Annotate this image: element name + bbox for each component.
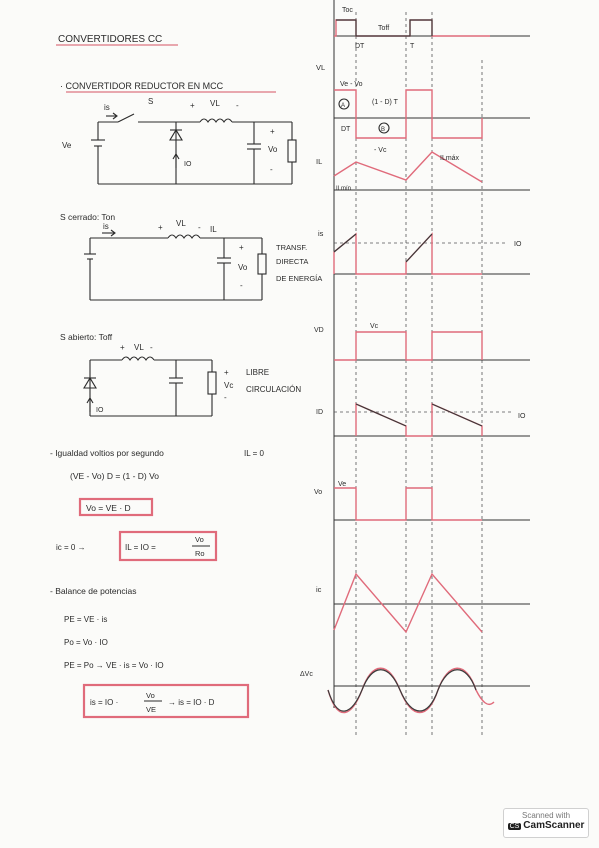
label-minus-closed: - — [198, 223, 201, 232]
wave-label-toff: Toff — [378, 25, 390, 32]
wave-label-id: ID — [316, 409, 323, 416]
wave-label-minus-vc: - Vc — [374, 147, 387, 154]
area-b-label: B — [381, 127, 386, 133]
fraction-numerator-vo: Vo — [195, 535, 204, 544]
label-plus-vo-closed: + — [239, 243, 244, 252]
label-ve: Ve — [62, 141, 72, 150]
camscanner-logo-icon: CS — [509, 823, 520, 830]
equation-pe-po: PE = Po → VE · is = Vo · IO — [64, 661, 164, 670]
label-plus-vc-open: + — [224, 368, 229, 377]
wave-label-ic: ic — [316, 585, 322, 594]
equation-po: Po = Vo · IO — [64, 638, 108, 647]
label-plus-out: + — [270, 127, 275, 136]
label-is: is — [104, 103, 110, 112]
section-buck-converter: · CONVERTIDOR REDUCTOR EN MCC — [60, 81, 224, 91]
wave-label-vl: VL — [316, 63, 326, 72]
label-vl-closed: VL — [176, 219, 186, 228]
wave-label-vd: VD — [314, 327, 324, 334]
label-vc-open: Vc — [224, 381, 234, 390]
equation-ic-zero: ic = 0 → — [56, 543, 86, 552]
wave-label-ilmin: ILmín — [336, 186, 352, 192]
label-vo-closed: Vo — [238, 263, 248, 272]
equation-il-io: IL = IO = — [125, 543, 156, 552]
camscanner-watermark — [503, 808, 589, 838]
page-title: CONVERTIDORES CC — [58, 34, 163, 45]
switch-closed-heading: S cerrado: Ton — [60, 212, 116, 222]
wave-label-ve-vo: Ve - Vo — [340, 81, 363, 88]
label-minus-out: - — [270, 165, 273, 174]
wave-label-toc: Toc — [342, 7, 353, 14]
equation-vo: Vo = VE · D — [86, 503, 131, 513]
transfer-label-3: DE ENERGÍA — [276, 274, 323, 283]
label-is-closed: is — [103, 222, 109, 231]
label-minus-open: - — [150, 343, 153, 352]
switch-open-heading: S abierto: Toff — [60, 332, 113, 342]
label-io: IO — [184, 161, 192, 168]
label-minus-vo-closed: - — [240, 281, 243, 290]
equation-volt-second: (VE - Vo) D = (1 - D) Vo — [70, 471, 160, 481]
fraction-denominator-ve: VE — [146, 705, 157, 714]
label-minus-vc-open: - — [224, 393, 227, 402]
area-a-label: A — [341, 103, 346, 109]
wave-label-t: T — [410, 43, 415, 50]
free-circulation-label-2: CIRCULACIÓN — [246, 385, 302, 394]
free-circulation-label-1: LIBRE — [246, 368, 270, 377]
wave-label-io-2: IO — [518, 413, 526, 420]
watermark-brand: CamScanner — [523, 820, 585, 831]
equation-is-left: is = IO · — [90, 698, 119, 707]
wave-label-vc: Vc — [370, 323, 379, 330]
transfer-label-2: DIRECTA — [276, 257, 309, 266]
volt-second-heading: - Igualdad voltios por segundo — [50, 448, 164, 458]
wave-label-vo: Vo — [314, 489, 323, 496]
power-balance-heading: - Balance de potencias — [50, 586, 137, 596]
buck-converter-circuit — [91, 113, 296, 184]
wave-label-is: is — [318, 229, 324, 238]
wave-label-il: IL — [316, 157, 323, 166]
fraction-numerator-vo-2: Vo — [146, 691, 155, 700]
wave-label-dt: DT — [355, 43, 365, 50]
label-plus-open: + — [120, 343, 125, 352]
label-minus: - — [236, 101, 239, 110]
wave-label-io: IO — [514, 241, 522, 248]
switch-open-circuit — [84, 357, 216, 416]
label-vl-open: VL — [134, 343, 144, 352]
label-io-open: IO — [96, 407, 104, 414]
fraction-denominator-ro: Ro — [195, 549, 205, 558]
transfer-label-1: TRANSF. — [276, 243, 308, 252]
label-switch: S — [148, 97, 154, 106]
label-il-closed: IL — [210, 225, 217, 234]
wave-label-1-minus-d-t: (1 - D) T — [372, 99, 398, 106]
wave-label-dt-2: DT — [341, 126, 351, 133]
wave-label-delta-vc: ΔVc — [300, 671, 313, 678]
wave-label-ve: Ve — [338, 481, 347, 488]
equation-pe: PE = VE · is — [64, 615, 108, 624]
label-vo: Vo — [268, 145, 278, 154]
label-vl: VL — [210, 99, 220, 108]
watermark-scanned-text: Scanned with — [521, 811, 571, 820]
il-average-label: IL = 0 — [244, 449, 264, 458]
label-plus: + — [190, 101, 195, 110]
waveform-diagrams — [328, 0, 530, 735]
equation-is-right: → is = IO · D — [168, 698, 215, 707]
wave-label-ilmax: ILmáx — [440, 155, 460, 162]
label-plus-closed: + — [158, 223, 163, 232]
